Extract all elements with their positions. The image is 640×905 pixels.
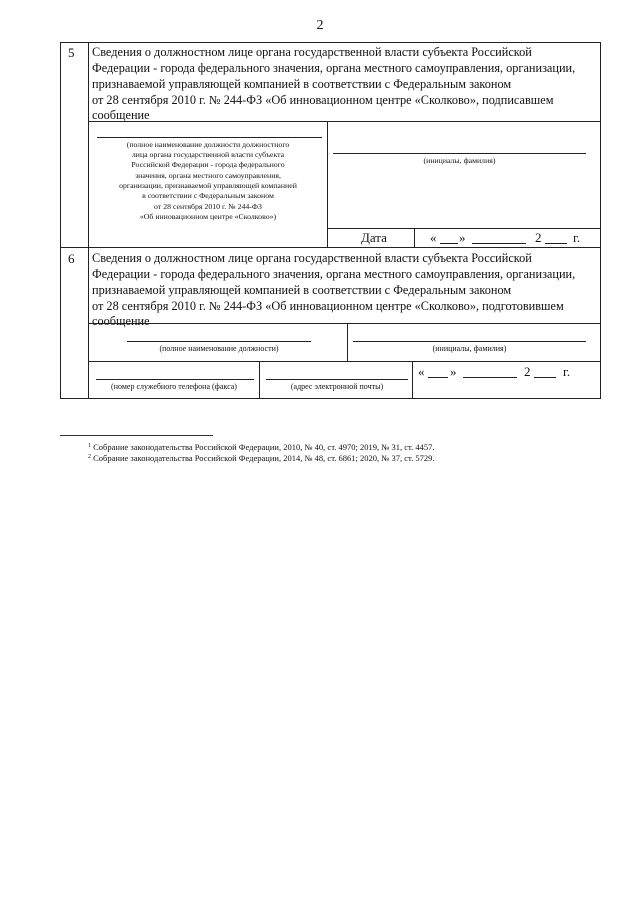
- row6-middle-divider: [88, 361, 601, 362]
- section-number: 5: [68, 45, 75, 60]
- page-number: 2: [316, 18, 324, 33]
- section-heading-line: сообщение: [92, 108, 150, 122]
- footnote: $^1$ Собрание законодательства Российской Федерации, 2010, № 40, ст. 4970; 2019, № 31, ст. 4457.: [88, 442, 435, 452]
- section-divider: [60, 247, 601, 248]
- phone-line: [96, 379, 254, 380]
- footnote-separator: [60, 435, 213, 436]
- section-heading-line: Сведения о должностном лице органа государственной власти субъекта Российской: [92, 45, 532, 59]
- section-heading-line: от 28 сентября 2010 г. № 244-ФЗ «Об инновационном центре «Сколково», подготовившем: [92, 299, 564, 313]
- section-heading-line: Сведения о должностном лице органа государственной власти субъекта Российской: [92, 251, 532, 265]
- position-signature-line: [97, 137, 322, 138]
- section-heading-line: Федерации - города федерального значения, органа местного самоуправления, организации,: [92, 267, 576, 281]
- section-heading-line: признаваемой управляющей компанией в соответствии с Федеральным законом: [92, 283, 512, 297]
- date-label: Дата: [361, 230, 387, 245]
- section-heading-line: признаваемой управляющей компанией в соответствии с Федеральным законом: [92, 77, 512, 91]
- row5-date-divider: [327, 228, 601, 229]
- name-signature-line: [353, 341, 586, 342]
- position-caption: (полное наименование должности): [159, 344, 279, 353]
- row6-email-divider: [412, 361, 413, 399]
- day-blank[interactable]: [428, 377, 448, 378]
- month-blank[interactable]: [472, 243, 526, 244]
- year-blank[interactable]: [545, 243, 567, 244]
- row6-heading-divider: [88, 323, 601, 324]
- day-blank[interactable]: [440, 243, 458, 244]
- footnote: $^2$ Собрание законодательства Российской Федерации, 2014, № 48, ст. 6861; 2020, № 37, ст. 5729.: [88, 453, 435, 463]
- number-column-divider: [88, 42, 89, 399]
- position-signature-line: [127, 341, 311, 342]
- row5-column-divider: [327, 121, 328, 247]
- month-blank[interactable]: [463, 377, 517, 378]
- section-number: 6: [68, 251, 75, 266]
- row6-phone-divider: [259, 361, 260, 399]
- row5-heading-divider: [88, 121, 601, 122]
- year-blank[interactable]: [534, 377, 556, 378]
- name-caption: (инициалы, фамилия): [423, 156, 496, 165]
- section-heading-line: от 28 сентября 2010 г. № 244-ФЗ «Об инновационном центре «Сколково», подписавшем: [92, 93, 554, 107]
- email-caption: (адрес электронной почты): [290, 382, 384, 391]
- phone-caption: (номер служебного телефона (факса): [111, 382, 237, 391]
- row5-date-column-divider: [414, 228, 415, 247]
- name-caption: (инициалы, фамилия): [432, 344, 507, 353]
- section-heading-line: Федерации - города федерального значения, органа местного самоуправления, организации,: [92, 61, 576, 75]
- email-line: [266, 379, 408, 380]
- row6-column-divider: [347, 323, 348, 361]
- section-heading-line: сообщение: [92, 314, 150, 328]
- name-signature-line: [333, 153, 586, 154]
